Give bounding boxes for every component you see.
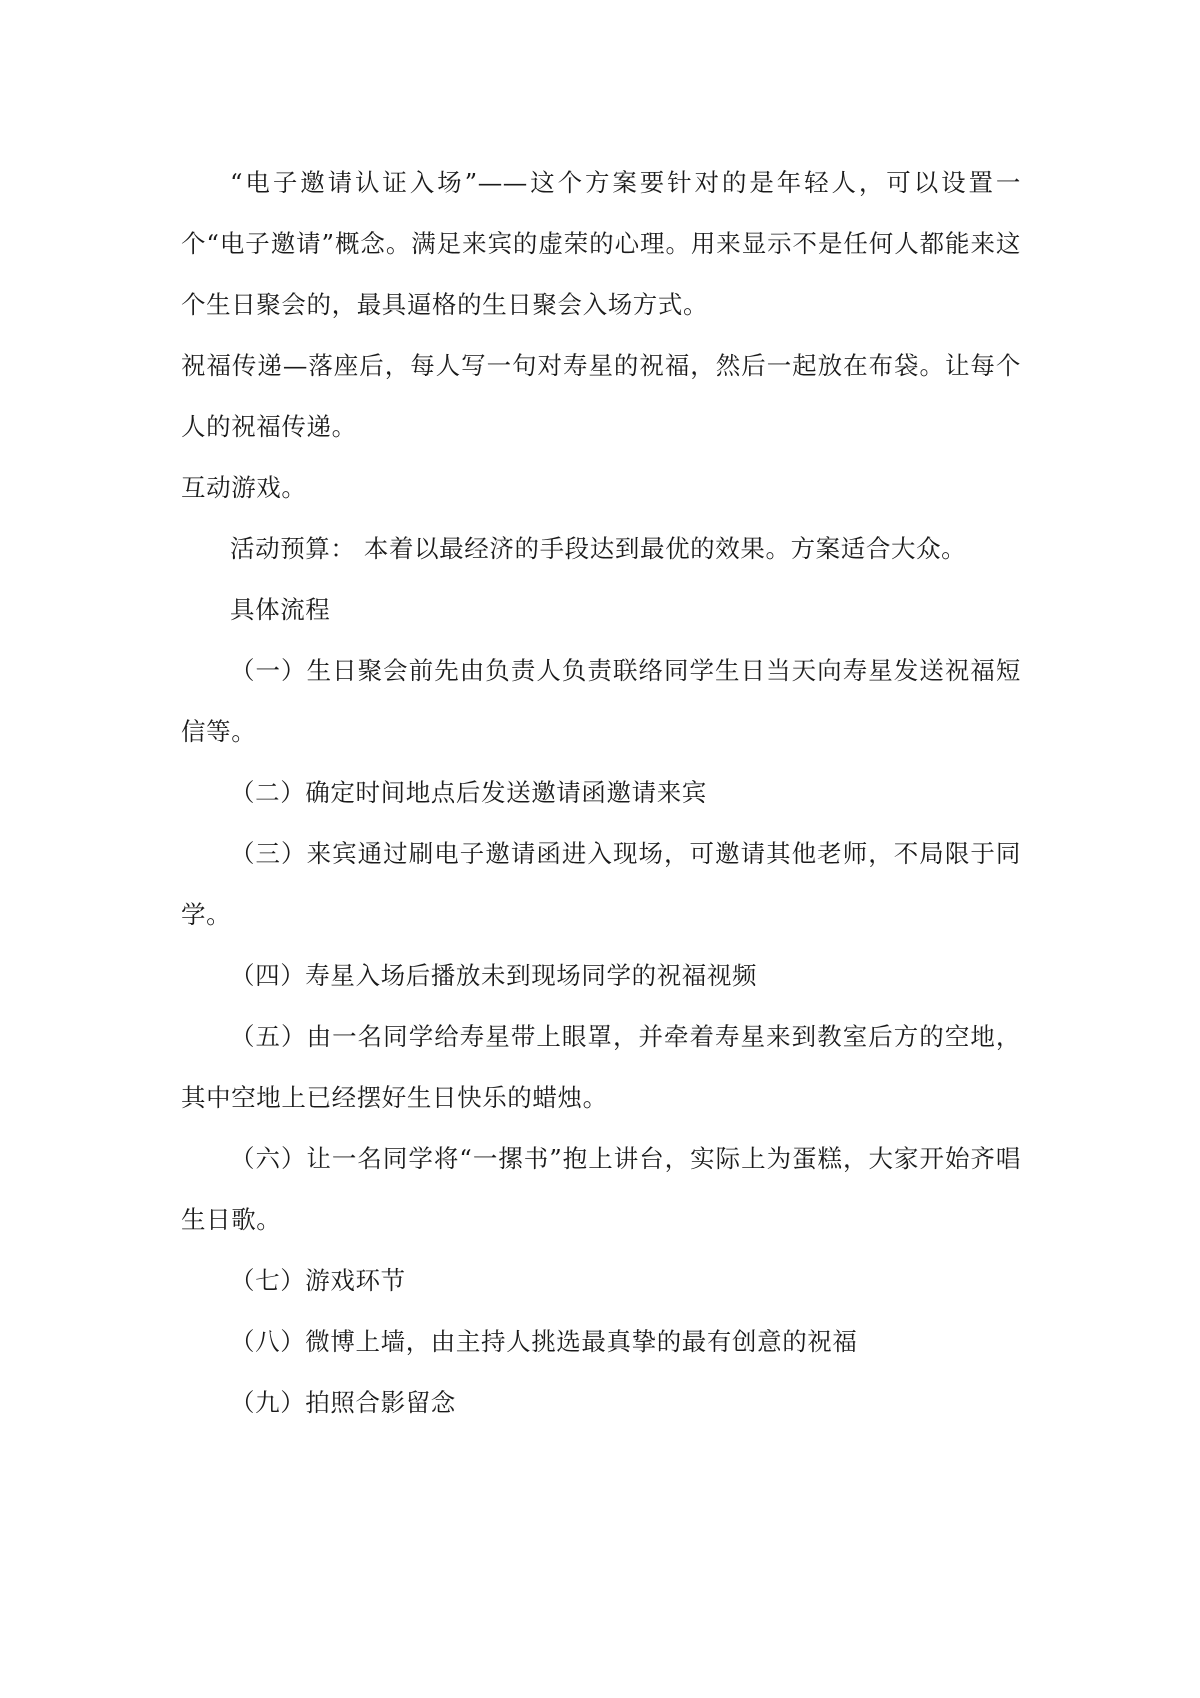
process-step-2: （二）确定时间地点后发送邀请函邀请来宾 — [230, 778, 707, 807]
paragraph-electronic-invitation: “电子邀请认证入场”——这个方案要针对的是年轻人，可以设置一个“电子邀请”概念。满足来宾的虚荣的心理。用来显示不是任何人都能来这个生日聚会的，最具逼格的生日聚会入场方式。 — [181, 168, 1021, 319]
paragraph-budget: 活动预算： 本着以最经济的手段达到最优的效果。方案适合大众。 — [230, 534, 967, 563]
process-step-9: （九）拍照合影留念 — [230, 1388, 456, 1417]
paragraph-interactive-games: 互动游戏。 — [181, 473, 307, 502]
document-body — [181, 152, 1021, 1433]
section-heading-process: 具体流程 — [230, 595, 331, 624]
process-step-3: （三）来宾通过刷电子邀请函进入现场，可邀请其他老师，不局限于同学。 — [181, 839, 1021, 929]
process-step-4: （四）寿星入场后播放未到现场同学的祝福视频 — [230, 961, 758, 990]
process-step-6: （六）让一名同学将“一摞书”抱上讲台，实际上为蛋糕，大家开始齐唱生日歌。 — [181, 1144, 1021, 1234]
paragraph-blessing-relay: 祝福传递—落座后，每人写一句对寿星的祝福，然后一起放在布袋。让每个人的祝福传递。 — [181, 351, 1021, 441]
process-step-7: （七）游戏环节 — [230, 1266, 406, 1295]
process-step-8: （八）微博上墙，由主持人挑选最真挚的最有创意的祝福 — [230, 1327, 858, 1356]
process-step-5: （五）由一名同学给寿星带上眼罩，并牵着寿星来到教室后方的空地，其中空地上已经摆好生日快乐的蜡烛。 — [181, 1022, 1021, 1112]
process-step-1: （一）生日聚会前先由负责人负责联络同学生日当天向寿星发送祝福短信等。 — [181, 656, 1021, 746]
